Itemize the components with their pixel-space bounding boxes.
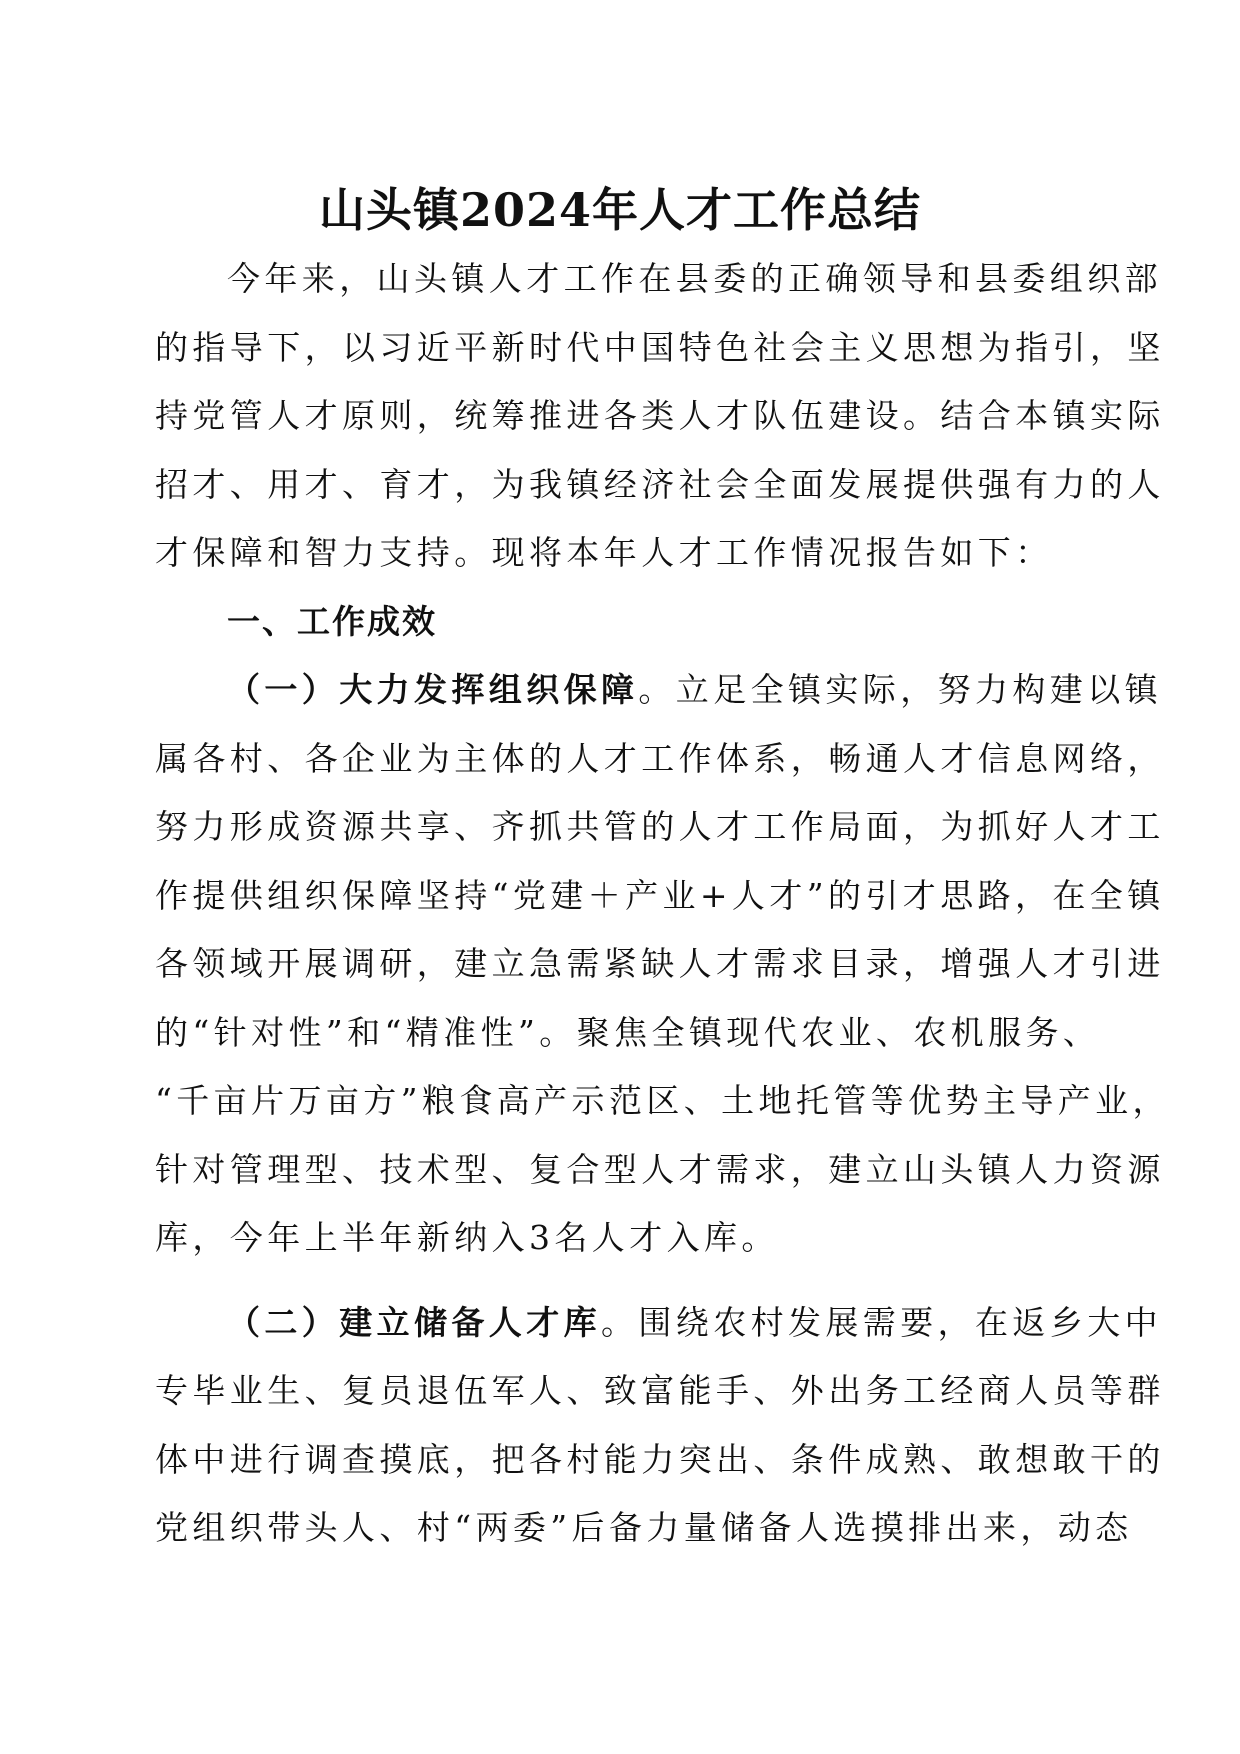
item1-line: 属各村、各企业为主体的人才工作体系，畅通人才信息网络， [155,738,1165,778]
item1-first-line-rest: 。立足全镇实际，努力构建以镇 [638,670,1163,709]
item2-lead: （二）建立储备人才库 [227,1302,601,1342]
item2-line: 党组织带头人、村“两委”后备力量储备人选摸排出来，动态 [155,1508,1133,1547]
intro-line: 今年来，山头镇人才工作在县委的正确领导和县委组织部 [227,259,1162,298]
section-heading: 一、工作成效 [227,601,437,641]
paragraph-spacer [155,1273,1085,1289]
item1-line: 的“针对性”和“精准性”。聚焦全镇现代农业、农机服务、 [155,1012,1101,1052]
item1-line: 库，今年上半年新纳入3名人才入库。 [155,1218,779,1257]
item1-line: “千亩片万亩方”粮食高产示范区、土地托管等优势主导产业， [155,1081,1170,1120]
item1-line: 努力形成资源共享、齐抓共管的人才工作局面，为抓好人才工 [155,807,1165,846]
item2-line: 专毕业生、复员退伍军人、致富能手、外出务工经商人员等群 [155,1371,1165,1410]
item2-line: 体中进行调查摸底，把各村能力突出、条件成熟、敢想敢干的 [155,1439,1165,1479]
intro-line: 的指导下，以习近平新时代中国特色社会主义思想为指引，坚 [155,327,1165,367]
item2-first-line-rest: 。围绕农村发展需要，在返乡大中 [601,1302,1162,1342]
item1-lead: （一）大力发挥组织保障 [227,670,639,709]
item1-line: 各领域开展调研，建立急需紧缺人才需求目录，增强人才引进 [155,944,1165,983]
item1-line: 针对管理型、技术型、复合型人才需求，建立山头镇人力资源 [155,1149,1165,1189]
intro-line: 持党管人才原则，统筹推进各类人才队伍建设。结合本镇实际 [155,396,1165,435]
intro-line: 招才、用才、育才，为我镇经济社会全面发展提供强有力的人 [155,464,1165,504]
item2-first-line [155,1289,1162,1358]
item1-first-line [155,656,1163,725]
intro-line: 才保障和智力支持。现将本年人才工作情况报告如下： [155,533,1053,572]
document-title: 山头镇2024年人才工作总结 [318,183,922,237]
item1-line: 作提供组织保障坚持“党建＋产业+人才”的引才思路，在全镇 [155,875,1165,915]
document-body [155,245,1170,1563]
